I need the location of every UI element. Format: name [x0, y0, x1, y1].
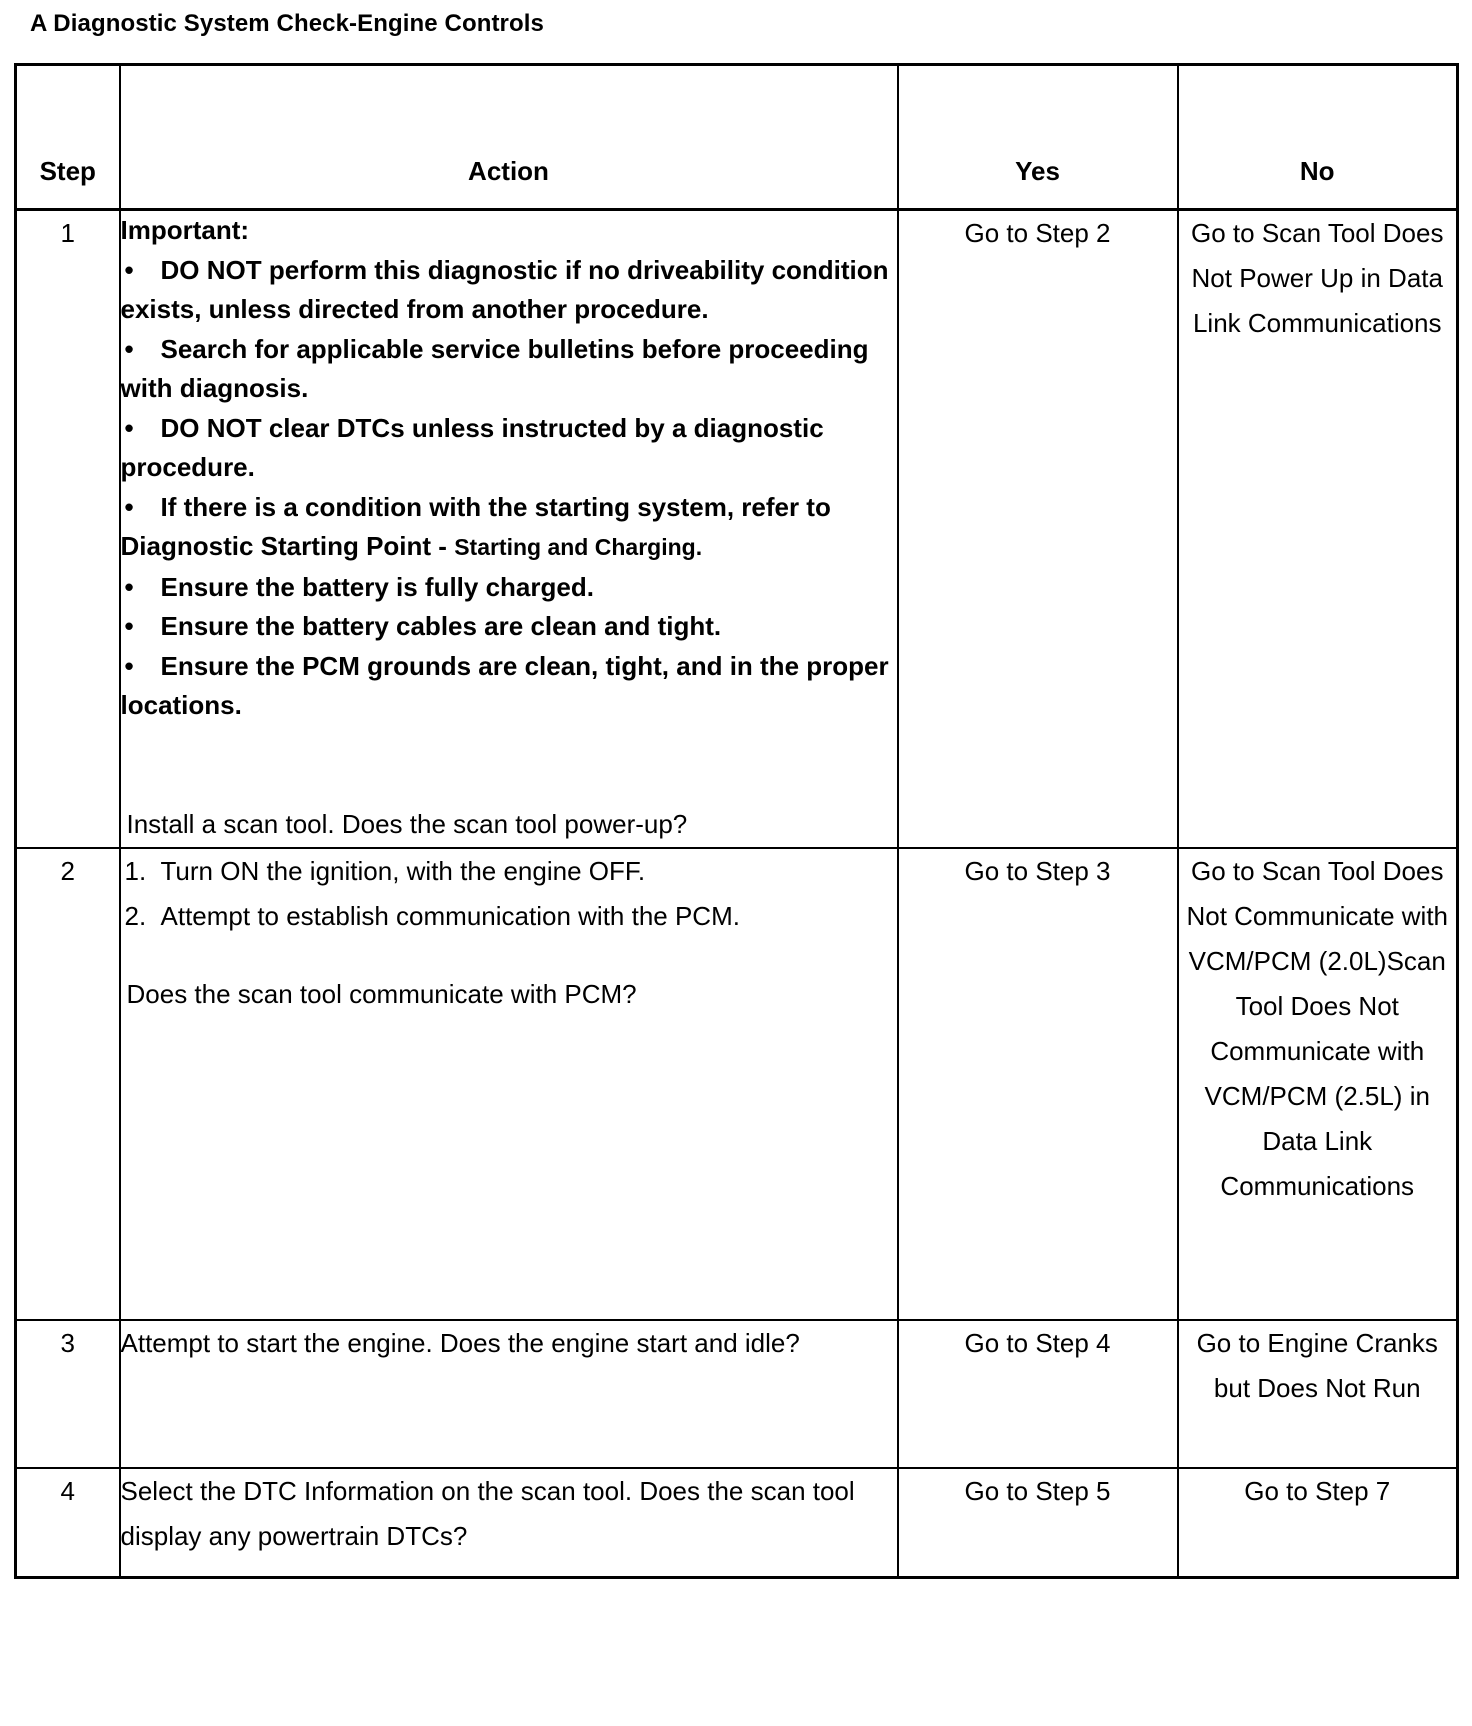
action-question: Install a scan tool. Does the scan tool power-up?: [126, 808, 688, 839]
no-cell: Go to Step 7: [1178, 1468, 1458, 1578]
no-cell: Go to Scan Tool Does Not Communicate with VCM/PCM (2.0L)Scan Tool Does Not Communicate with VCM/PCM (2.5L) in Data Link Communications: [1178, 848, 1458, 1320]
bullet-item: • Ensure the PCM grounds are clean, tight, and in the proper locations.: [121, 647, 897, 726]
step-number: 1: [16, 210, 120, 848]
action-cell: Select the DTC Information on the scan tool. Does the scan tool display any powertrain DTCs?: [120, 1468, 898, 1578]
bullet-item: • Ensure the battery cables are clean and tight.: [121, 607, 897, 647]
important-note: [121, 211, 897, 726]
numbered-item: [121, 849, 897, 894]
step-number: 3: [16, 1320, 120, 1468]
bullet-text-tail: Starting and Charging.: [454, 534, 703, 560]
table-row: [16, 1468, 1458, 1578]
header-action: Action: [120, 65, 898, 210]
no-cell: Go to Engine Cranks but Does Not Run: [1178, 1320, 1458, 1468]
step-number: 4: [16, 1468, 120, 1578]
yes-cell: Go to Step 4: [898, 1320, 1178, 1468]
numbered-item: [121, 894, 897, 939]
item-text: Attempt to establish communication with the PCM.: [160, 900, 740, 931]
header-row: [16, 65, 1458, 210]
action-cell: [120, 848, 898, 1320]
table-row: [16, 848, 1458, 1320]
important-label: Important:: [120, 215, 250, 245]
header-no: No: [1178, 65, 1458, 210]
header-step: Step: [16, 65, 120, 210]
no-cell: Go to Scan Tool Does Not Power Up in Data Link Communications: [1178, 210, 1458, 848]
action-cell: Attempt to start the engine. Does the engine start and idle?: [120, 1320, 898, 1468]
bullet-text: If there is a condition with the starting system, refer to Diagnostic Starting Point -: [120, 491, 831, 561]
yes-cell: Go to Step 5: [898, 1468, 1178, 1578]
bullet-item: • DO NOT perform this diagnostic if no driveability condition exists, unless directed from another procedure.: [121, 251, 897, 330]
page-title: A Diagnostic System Check-Engine Controls: [30, 10, 544, 37]
diagnostic-table: [14, 63, 1459, 1579]
header-yes: Yes: [898, 65, 1178, 210]
yes-cell: Go to Step 2: [898, 210, 1178, 848]
bullet-item: • Search for applicable service bulletins before proceeding with diagnosis.: [121, 330, 897, 409]
bullet-item: • Ensure the battery is fully charged.: [121, 568, 897, 608]
step-number: 2: [16, 848, 120, 1320]
item-number: 1.: [124, 855, 147, 886]
yes-cell: Go to Step 3: [898, 848, 1178, 1320]
table-row: [16, 1320, 1458, 1468]
item-number: 2.: [124, 900, 147, 931]
bullet-item: • DO NOT clear DTCs unless instructed by a diagnostic procedure.: [121, 409, 897, 488]
table-row: [16, 210, 1458, 848]
item-text: Turn ON the ignition, with the engine OFF.: [160, 855, 646, 886]
bullet-item: [121, 488, 897, 568]
action-cell: [120, 210, 898, 848]
action-question: Does the scan tool communicate with PCM?: [126, 978, 637, 1009]
